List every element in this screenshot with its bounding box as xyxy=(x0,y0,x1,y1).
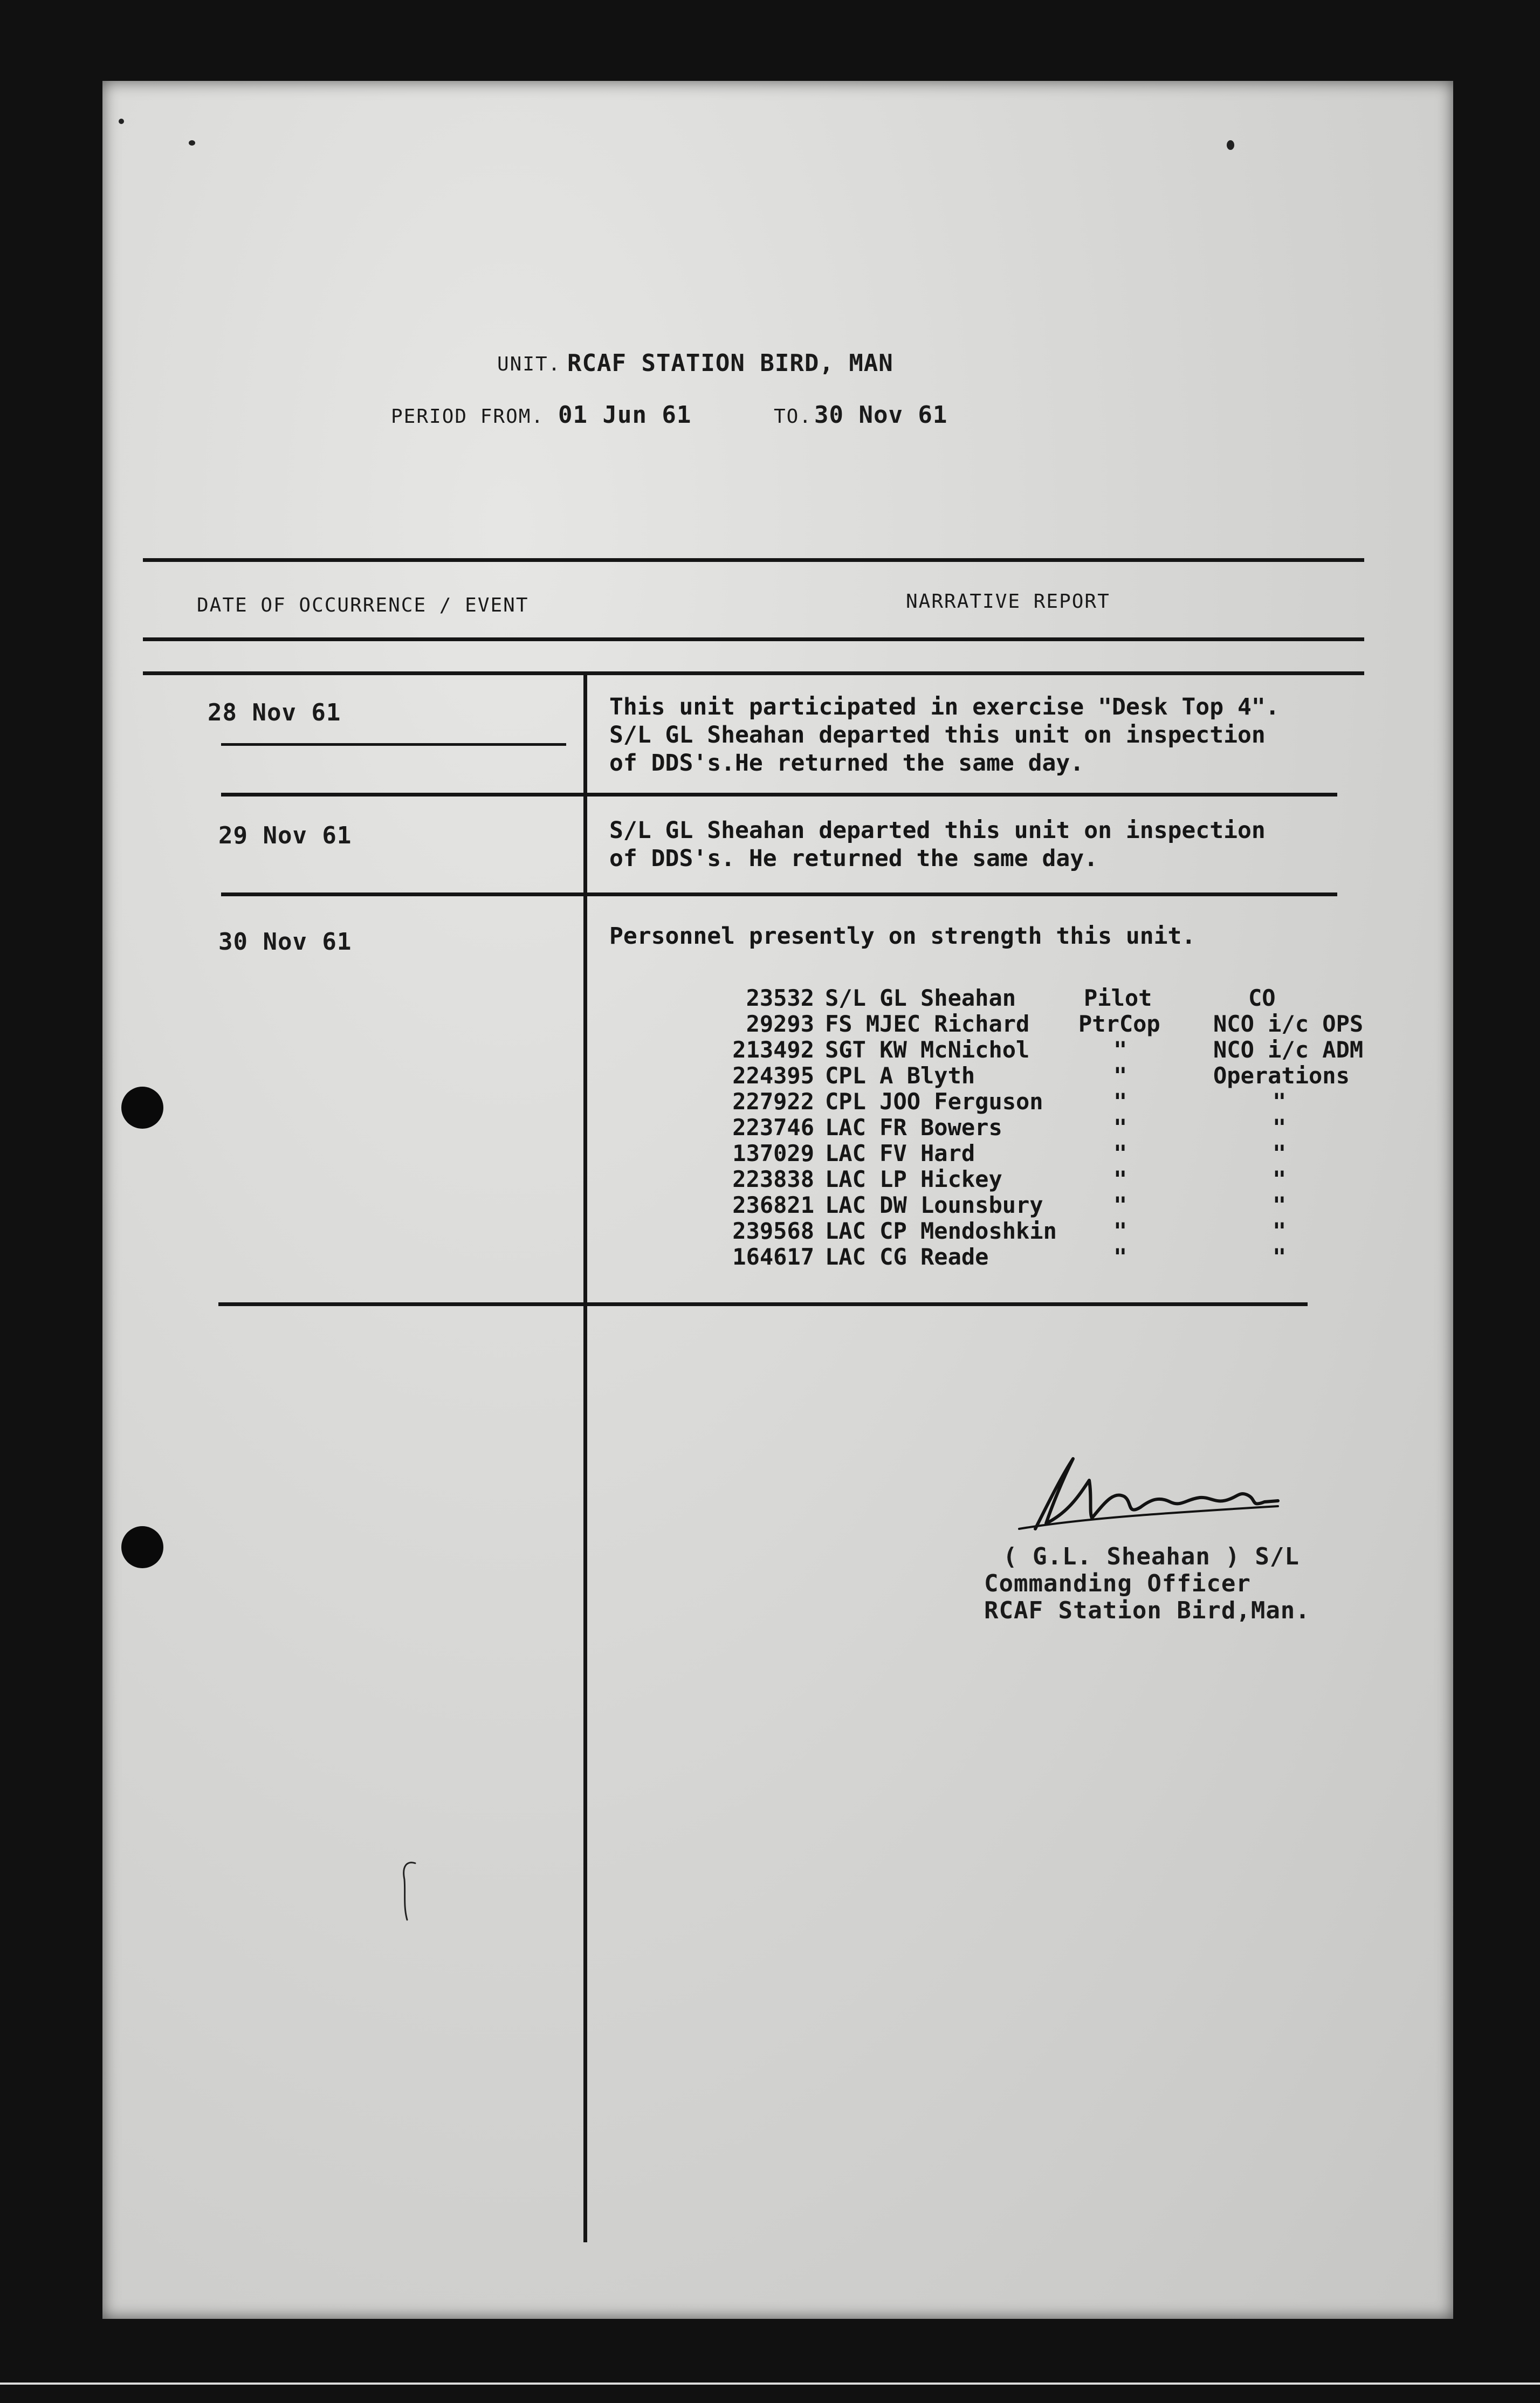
roster-name: GL Sheahan xyxy=(879,985,1016,1011)
entry-date-2: 29 Nov 61 xyxy=(218,822,352,849)
roster-trade: " xyxy=(1113,1062,1128,1089)
pen-mark xyxy=(394,1855,426,1925)
roster-row xyxy=(663,1142,814,1165)
roster-name: FR Bowers xyxy=(879,1114,1002,1141)
roster-row xyxy=(663,987,814,1010)
punch-hole-top xyxy=(121,1087,163,1129)
dust-speck xyxy=(1227,140,1234,150)
roster-rank: LAC xyxy=(825,1218,866,1244)
roster-name: JOO Ferguson xyxy=(879,1088,1043,1115)
roster-row xyxy=(663,1036,814,1063)
roster-bottom-rule xyxy=(218,1302,1308,1306)
signature-title-line: Commanding Officer xyxy=(984,1570,1251,1597)
roster-rank: LAC xyxy=(825,1140,866,1166)
roster-number: 164617 xyxy=(732,1244,814,1270)
roster-name: A Blyth xyxy=(879,1062,975,1089)
roster-rank: LAC xyxy=(825,1244,866,1270)
roster-role: CO xyxy=(1248,985,1276,1011)
roster-row xyxy=(825,1142,975,1165)
roster-row xyxy=(825,1168,1002,1191)
entry-text-3: Personnel presently on strength this unit. xyxy=(609,923,1196,950)
roster-trade: " xyxy=(1113,1140,1128,1166)
entry-rule-1 xyxy=(221,793,1337,797)
roster-number: 223838 xyxy=(732,1166,814,1192)
roster-role: " xyxy=(1273,1088,1287,1115)
roster-row xyxy=(663,1168,814,1191)
punch-hole-bottom xyxy=(121,1526,163,1568)
unit-label: UNIT. xyxy=(497,353,561,375)
roster-number: 137029 xyxy=(732,1140,814,1166)
entry-rule-2 xyxy=(221,892,1337,896)
scan-edge xyxy=(0,2383,1540,2385)
roster-number: 29293 xyxy=(746,1011,814,1037)
roster-trade: PtrCop xyxy=(1078,1011,1160,1037)
roster-row xyxy=(825,1246,988,1268)
roster-role: " xyxy=(1273,1114,1287,1141)
roster-role: NCO i/c ADM xyxy=(1213,1036,1364,1063)
date-underline-1 xyxy=(221,743,566,746)
signature-station-line: RCAF Station Bird,Man. xyxy=(984,1597,1310,1624)
roster-row xyxy=(825,1116,1002,1139)
roster-name: KW McNichol xyxy=(879,1036,1030,1063)
roster-trade: " xyxy=(1113,1036,1128,1063)
roster-rank: LAC xyxy=(825,1114,866,1141)
roster-rank: CPL xyxy=(825,1062,866,1089)
period-from-value: 01 Jun 61 xyxy=(558,401,692,429)
header-bottom-rule xyxy=(143,637,1364,641)
roster-rank: LAC xyxy=(825,1166,866,1192)
roster-row xyxy=(663,1246,814,1268)
roster-number: 236821 xyxy=(732,1192,814,1218)
unit-value: RCAF STATION BIRD, MAN xyxy=(567,349,893,377)
roster-row xyxy=(663,1090,814,1113)
roster-role: " xyxy=(1273,1192,1287,1218)
date-column-header: DATE OF OCCURRENCE / EVENT xyxy=(197,594,529,616)
body-top-rule xyxy=(143,671,1364,675)
dust-speck xyxy=(119,119,124,124)
roster-row xyxy=(825,1194,1043,1217)
roster-name: DW Lounsbury xyxy=(879,1192,1043,1218)
period-to-label: TO. xyxy=(774,406,813,428)
roster-role: NCO i/c OPS xyxy=(1213,1011,1364,1037)
period-from-label: PERIOD FROM. xyxy=(391,406,545,428)
handwritten-signature xyxy=(998,1448,1300,1540)
roster-number: 223746 xyxy=(732,1114,814,1141)
roster-row xyxy=(825,1062,975,1089)
roster-trade: " xyxy=(1113,1166,1128,1192)
roster-name: CP Mendoshkin xyxy=(879,1218,1057,1244)
roster-row xyxy=(825,1036,1030,1063)
roster-trade: " xyxy=(1113,1192,1128,1218)
entry-date-3: 30 Nov 61 xyxy=(218,928,352,956)
roster-name: CG Reade xyxy=(879,1244,989,1270)
roster-row xyxy=(825,987,1016,1010)
roster-number: 23532 xyxy=(746,985,814,1011)
roster-row xyxy=(663,1062,814,1089)
roster-number: 239568 xyxy=(732,1218,814,1244)
roster-trade: Pilot xyxy=(1084,985,1152,1011)
signature-name-line: ( G.L. Sheahan ) S/L xyxy=(1003,1543,1300,1570)
roster-row xyxy=(825,1220,1057,1242)
roster-trade: " xyxy=(1113,1088,1128,1115)
column-divider xyxy=(583,673,587,2242)
document-page xyxy=(102,81,1453,2319)
entry-text-1: This unit participated in exercise "Desk Top 4". S/L GL Sheahan departed this unit on inspection of DDS's.He returned the same day. xyxy=(609,694,1280,777)
roster-rank: LAC xyxy=(825,1192,866,1218)
roster-name: FV Hard xyxy=(879,1140,975,1166)
roster-row xyxy=(663,1220,814,1242)
roster-number: 213492 xyxy=(732,1036,814,1063)
header-top-rule xyxy=(143,558,1364,562)
roster-name: LP Hickey xyxy=(879,1166,1002,1192)
narrative-column-header: NARRATIVE REPORT xyxy=(906,591,1110,613)
roster-number: 227922 xyxy=(732,1088,814,1115)
entry-text-2: S/L GL Sheahan departed this unit on inspection of DDS's. He returned the same day. xyxy=(609,817,1266,872)
roster-row xyxy=(663,1116,814,1139)
roster-number: 224395 xyxy=(732,1062,814,1089)
roster-trade: " xyxy=(1113,1244,1128,1270)
roster-name: MJEC Richard xyxy=(865,1011,1030,1037)
roster-trade: " xyxy=(1113,1114,1128,1141)
roster-row xyxy=(663,1194,814,1217)
roster-rank: FS xyxy=(825,1011,852,1037)
roster-row xyxy=(663,1013,814,1035)
entry-date-1: 28 Nov 61 xyxy=(208,699,341,726)
roster-role: " xyxy=(1273,1244,1287,1270)
roster-role: Operations xyxy=(1213,1062,1350,1089)
roster-role: " xyxy=(1273,1218,1287,1244)
period-to-value: 30 Nov 61 xyxy=(814,401,948,429)
roster-rank: S/L xyxy=(825,985,866,1011)
roster-role: " xyxy=(1273,1166,1287,1192)
roster-row xyxy=(825,1090,1043,1113)
roster-trade: " xyxy=(1113,1218,1128,1244)
roster-row xyxy=(825,1013,1029,1035)
roster-rank: SGT xyxy=(825,1036,866,1063)
roster-role: " xyxy=(1273,1140,1287,1166)
dust-speck xyxy=(189,140,195,146)
roster-rank: CPL xyxy=(825,1088,866,1115)
